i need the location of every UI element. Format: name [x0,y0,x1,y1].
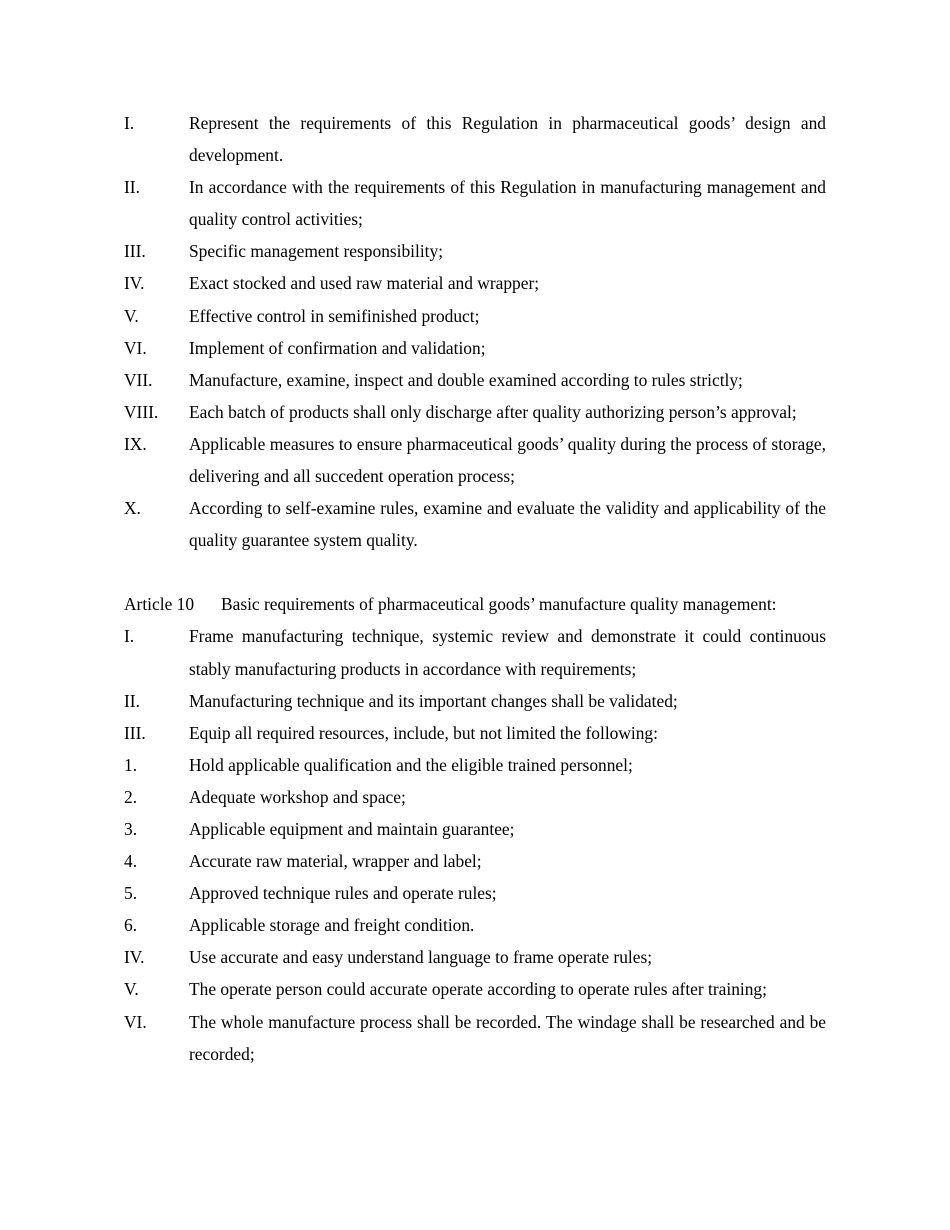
item-text: Applicable measures to ensure pharmaceutical goods’ quality during the process of storage, delivering and all succedent operation process; [189,433,826,487]
item-number: I. [124,113,135,133]
item-number: III. [124,722,146,743]
list-item [124,781,826,813]
item-text: Accurate raw material, wrapper and label; [189,851,482,872]
list-item [124,107,826,171]
item-number: 2. [124,786,138,807]
list-item [124,813,826,845]
list-item [124,235,826,267]
item-number: VII. [124,369,153,390]
item-text: Specific management responsibility; [189,241,444,262]
item-text: Approved technique rules and operate rules; [189,883,497,904]
list-item [124,492,826,556]
item-text: Adequate workshop and space; [189,786,406,807]
item-number: 5. [124,883,138,904]
item-text: The operate person could accurate operate according to operate rules after training; [189,979,767,1000]
list-item [124,332,826,364]
list-item [124,973,826,1005]
item-number: 3. [124,818,138,839]
item-number: V. [124,979,139,1000]
item-number: IX. [124,433,147,454]
list-item [124,300,826,332]
item-text: Manufacturing technique and its important changes shall be validated; [189,690,678,711]
item-text: Effective control in semifinished product; [189,305,480,326]
item-number: 6. [124,915,138,936]
item-number: VI. [124,1011,147,1032]
item-text: Use accurate and easy understand language to frame operate rules; [189,947,653,968]
item-text: Implement of confirmation and validation; [189,337,486,358]
list-item [124,1006,826,1070]
list-item [124,428,826,492]
list-item [124,749,826,781]
item-text: Applicable equipment and maintain guarantee; [189,818,515,839]
item-text: Each batch of products shall only discharge after quality authorizing person’s approval; [189,401,797,422]
list-item [124,364,826,396]
item-number: III. [124,241,146,262]
item-text: Equip all required resources, include, but not limited the following: [189,722,658,743]
item-text: Exact stocked and used raw material and wrapper; [189,273,540,294]
item-number: I. [124,626,135,647]
item-number: IV. [124,947,145,968]
item-number: 4. [124,851,138,872]
item-number: IV. [124,273,145,294]
list-item [124,941,826,973]
item-text: According to self-examine rules, examine and evaluate the validity and applicability of the quality guarantee system quality. [189,498,826,551]
item-number: VI. [124,337,147,358]
list-item [124,620,826,684]
item-number: II. [124,690,140,711]
item-text: In accordance with the requirements of this Regulation in manufacturing management and quality control activities; [189,177,826,230]
list-item [124,717,826,749]
list-item [124,171,826,235]
article-requirements-list [124,620,826,1069]
list-item [124,396,826,428]
item-text: Hold applicable qualification and the eligible trained personnel; [189,754,633,775]
item-text: Represent the requirements of this Regulation in pharmaceutical goods’ design and development. [189,113,826,166]
list-item [124,909,826,941]
requirements-list [124,107,826,556]
article-heading [124,588,826,620]
item-number: 1. [124,754,138,775]
item-text: Applicable storage and freight condition. [189,915,475,936]
item-text: The whole manufacture process shall be recorded. The windage shall be researched and be recorded; [189,1011,826,1064]
list-item [124,845,826,877]
article-title: Basic requirements of pharmaceutical goods’ manufacture quality management: [221,594,777,615]
item-number: II. [124,177,140,198]
article-label: Article 10 [124,594,195,615]
item-text: Frame manufacturing technique, systemic review and demonstrate it could continuous stably manufacturing products in accordance with requirements; [189,626,826,679]
item-text: Manufacture, examine, inspect and double examined according to rules strictly; [189,369,743,390]
item-number: V. [124,305,139,326]
list-item [124,267,826,299]
list-item [124,877,826,909]
item-number: VIII. [124,401,159,422]
item-number: X. [124,498,141,519]
document-page [124,107,826,1070]
paragraph-spacer [124,556,826,588]
list-item [124,685,826,717]
